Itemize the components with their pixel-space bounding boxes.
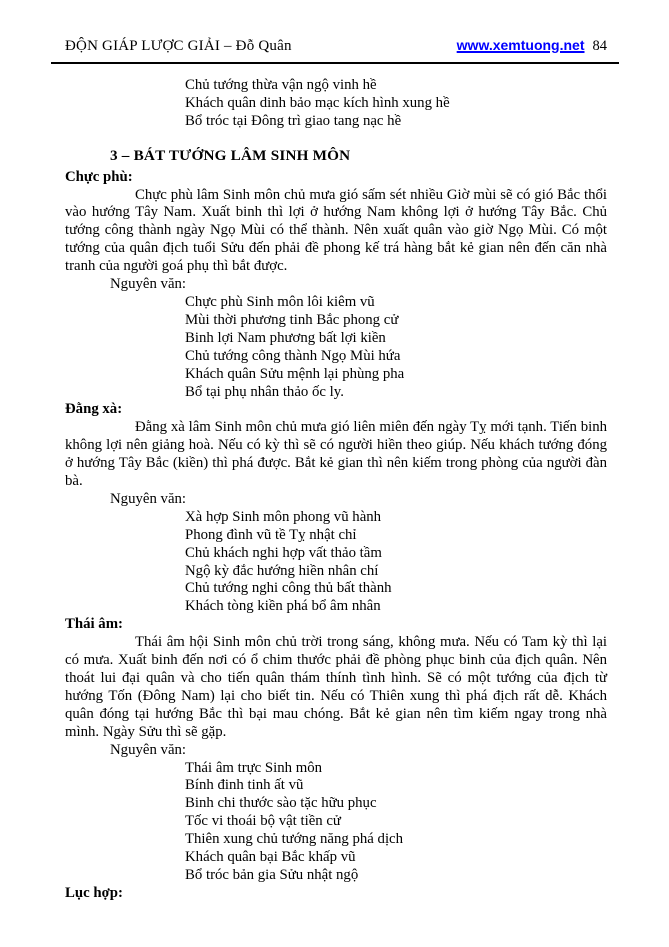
- header-right: [457, 36, 607, 55]
- section-dang-xa: [65, 401, 607, 616]
- chapter-title: 3 – BÁT TƯỚNG LÂM SINH MÔN: [110, 146, 351, 164]
- header-divider: [51, 62, 619, 64]
- verse-line: Bổ tróc bản gia Sửu nhật ngộ: [185, 866, 359, 883]
- section-heading: Thái âm:: [65, 616, 123, 633]
- verse-line: Khách tòng kiền phá bổ âm nhân: [185, 598, 381, 615]
- verse-line: Bổ tại phụ nhân thảo ốc ly.: [185, 383, 344, 400]
- verse-line: Chủ tướng công thành Ngọ Mùi hứa: [185, 347, 401, 364]
- section-paragraph: Đằng xà lâm Sinh môn chủ mưa gió liên miên đến ngày Tỵ mới tạnh. Tiến binh không lợi nên giảng hoà. Nếu có kỳ thì sẽ có người hiền theo giúp. Nếu khách tướng đóng ở hướng Tây Bắc (kiền) thì phá được. Bắt kẻ gian thì nên kiếm trong phòng của người đàn bà.: [65, 419, 607, 490]
- section-thai-am: [65, 616, 607, 885]
- verse-line: Tốc vi thoái bộ vật tiền cử: [185, 813, 341, 830]
- section-chuc-phu: [65, 169, 607, 402]
- nguyen-van-label: Nguyên văn:: [110, 741, 187, 758]
- verse-line: Khách quân Sửu mệnh lại phùng pha: [185, 365, 405, 382]
- verse-line: Xà hợp Sinh môn phong vũ hành: [185, 508, 382, 525]
- section-paragraph: Chực phù lâm Sinh môn chủ mưa gió sấm sét nhiều Giờ mùi sẽ có gió Bắc thổi vào hướng Tây Nam. Xuất binh thì lợi ở hướng Nam không lợi ở hướng Tây Bắc. Chủ tướng công thành ngày Ngọ Mùi có thể thành. Nên xuất quân vào giờ Ngọ Mùi. Có một tướng của quân địch tuổi Sửu đến phải đề phong kế trá hàng bắt kẻ gian nên đến căn nhà tranh của người goá phụ thì bắt được.: [65, 186, 607, 275]
- section-heading: Đằng xà:: [65, 401, 123, 418]
- nguyen-van-label: Nguyên văn:: [110, 490, 187, 507]
- verse-line: Phong đình vũ tề Tỵ nhật chỉ: [185, 526, 357, 543]
- section-paragraph: Thái âm hội Sinh môn chủ trời trong sáng, không mưa. Nếu có Tam kỳ thì lại có mưa. Xuất binh đến nơi có ổ chim thước phải đề phòng phục binh của địch quân. Nên thoát lui đại quân và cho tiến quân thám thính tình hình. Sẽ có một tướng của địch từ hướng Tốn (Đông Nam) lại cho biết tin. Nếu có Thiên xung thì phá địch rất dễ. Khách quân đóng tại hướng Bắc thì bại mau chóng. Bắt kẻ gian nên tìm kiếm ngay trong nhà mình. Ngày Sửu thì sẽ gặp.: [65, 634, 607, 740]
- verse-line: Binh chi thước sào tặc hữu phục: [185, 795, 377, 812]
- verse-line: Bổ tróc tại Đông trì giao tang nạc hề: [185, 112, 402, 129]
- section-heading: Chực phù:: [65, 168, 133, 185]
- verse-line: Chủ tướng nghi công thủ bất thành: [185, 580, 392, 597]
- verse-line: Bính đinh tinh ất vũ: [185, 777, 304, 794]
- verse-line: Chủ khách nghi hợp vất thảo tầm: [185, 544, 382, 561]
- section-luc-hop: [65, 885, 607, 903]
- page-header: [65, 36, 607, 55]
- verse-line: Ngộ kỳ đắc hướng hiền nhân chí: [185, 562, 379, 579]
- website-link[interactable]: www.xemtuong.net: [456, 37, 585, 53]
- verse-line: Chủ tướng thừa vận ngộ vinh hề: [185, 77, 377, 93]
- document-title: ĐỘN GIÁP LƯỢC GIẢI – Đỗ Quân: [65, 38, 292, 54]
- verse-line: Mùi thời phương tinh Bắc phong cử: [185, 311, 399, 328]
- verse-line: Khách quân bại Bắc khấp vũ: [185, 849, 356, 866]
- nguyen-van-label: Nguyên văn:: [110, 276, 187, 293]
- page-number: 84: [592, 38, 607, 54]
- section-heading: Lục hợp:: [65, 884, 123, 901]
- document-content: [65, 77, 607, 903]
- verse-line: Binh lợi Nam phương bất lợi kiền: [185, 329, 386, 346]
- verse-line: Khách quân dinh bảo mạc kích hình xung hề: [185, 94, 450, 111]
- verse-line: Chực phù Sinh môn lôi kiêm vũ: [185, 293, 375, 310]
- verse-line: Thiên xung chủ tướng năng phá dịch: [185, 831, 404, 848]
- verse-line: Thái âm trực Sinh môn: [185, 759, 323, 776]
